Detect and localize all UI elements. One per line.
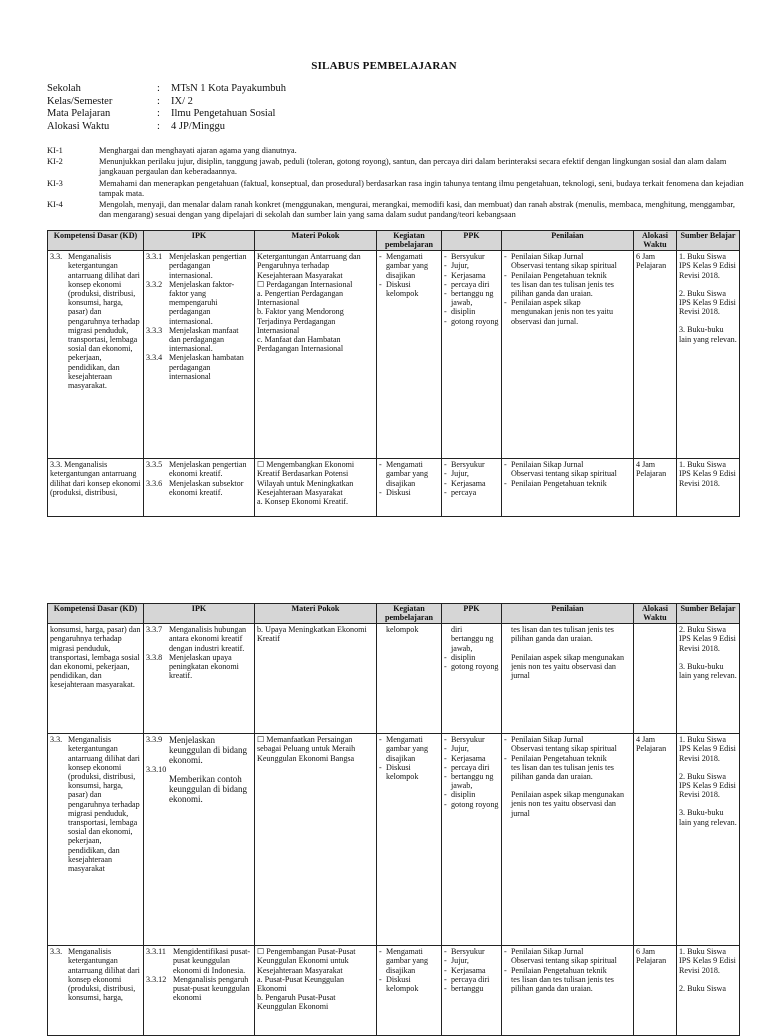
kd-cell: konsumsi, harga, pasar) dan pengaruhnya terhadap migrasi penduduk, transportasi, lembaga sosial dan ekonomi, pekerjaan, pendidikan, dan kesejahteraan masyarakat.	[48, 624, 144, 734]
info-row-school: Sekolah : MTsN 1 Kota Payakumbuh	[47, 83, 287, 94]
ki-text: Menunjukkan perilaku jujur, disiplin, tanggung jawab, peduli (toleran, gotong royong), santun, dan percaya diri dalam berinteraksi secara efektif dengan lingkungan sosial dan alam dalam jangkauan pergaulan dan keberadaannya.	[99, 157, 727, 177]
kegiatan-item: - Mengamati gambar yang disajikan	[379, 252, 439, 280]
header-sumber: Sumber Belajar	[677, 231, 740, 251]
ki-row	[47, 179, 747, 199]
core-competencies	[47, 146, 747, 221]
kd-text: Menganalisis ketergantungan antarruang dilihat dari konsep ekonomi (produksi, distribusi, konsumsi, harga, pasar) dan pengaruhnya terhadap migrasi penduduk, transportasi, lembaga sosial dan ekonomi, pekerjaan, pendidikan, dan kesejahteraan masyarakat.	[68, 252, 140, 391]
ppk-item: - Kerjasama	[444, 754, 499, 763]
penilaian-item: - Penilaian Sikap Jurnal Observasi tentang sikap spiritual	[504, 735, 631, 753]
kd-text: Menganalisis ketergantungan antarruang dilihat dari konsep ekonomi (produksi, distribusi, konsumsi, harga,	[68, 947, 140, 1003]
penilaian-item: - Penilaian Pengetahuan teknik tes lisan dan tes tulisan jenis tes pilihan ganda dan uraian.	[504, 966, 631, 994]
penilaian-cell	[502, 624, 634, 734]
materi-intro: ☐ Mengembangkan Ekonomi Kreatif Berdasarkan Potensi Wilayah untuk Meningkatkan Kesejahteraan Masyarakat	[257, 460, 355, 497]
syllabus-table-page-1	[47, 230, 740, 517]
header-alokasi: Alokasi Waktu	[634, 604, 677, 624]
penilaian-item: - Penilaian Pengetahuan teknik	[504, 479, 631, 488]
header-kd: Kompetensi Dasar (KD)	[48, 231, 144, 251]
ki-code: KI-2	[47, 157, 63, 167]
ppk-item: - gotong royong	[444, 317, 499, 326]
materi-item: b. Faktor yang Mendorong Terjadinya Perdagangan Internasional	[257, 307, 344, 335]
ipk-cell	[144, 624, 255, 734]
header-ipk: IPK	[144, 604, 255, 624]
ki-text: Mengolah, menyaji, dan menalar dalam ranah konkret (menggunakan, mengurai, merangkai, memodifi kasi, dan membuat) dan ranah abstrak (menulis, membaca, menghitung, menggambar, dan mengarang) sesuai dengan yang dipelajari di sekolah dan sumber lain yang sama dalam sudut pandang/teori kebangsaan	[99, 200, 735, 220]
sumber-item: 1. Buku Siswa IPS Kelas 9 Edisi Revisi 2018.	[679, 252, 736, 280]
kd-cell	[48, 459, 144, 517]
ki-code: KI-4	[47, 200, 63, 210]
materi-cell	[255, 459, 377, 517]
sumber-item: 1. Buku Siswa IPS Kelas 9 Edisi Revisi 2018.	[679, 735, 736, 763]
ppk-cell	[442, 946, 502, 1036]
header-sumber: Sumber Belajar	[677, 604, 740, 624]
info-value: MTsN 1 Kota Payakumbuh	[171, 83, 287, 94]
alokasi-cell: 4 Jam Pelajaran	[634, 734, 677, 946]
ppk-item: - percaya	[444, 488, 499, 497]
sumber-item: 2. Buku Siswa IPS Kelas 9 Edisi Revisi 2018.	[679, 771, 736, 800]
alokasi-cell: 6 Jam Pelajaran	[634, 251, 677, 459]
table-header-row	[48, 231, 740, 251]
materi-intro: ☐ Memanfaatkan Persaingan sebagai Peluang untuk Meraih Keunggulan Ekonomi Bangsa	[257, 735, 356, 763]
info-value: Ilmu Pengetahuan Sosial	[171, 108, 276, 119]
kd-number: 3.3.	[50, 460, 63, 470]
table-row	[48, 251, 740, 459]
ipk-item: 3.3.12 Menganalisis pengaruh pusat-pusat keunggulan ekonomi	[146, 974, 250, 1003]
ipk-item: 3.3.6 Menjelaskan subsektor ekonomi kreatif.	[146, 478, 244, 497]
ppk-item: - Jujur,	[444, 744, 499, 753]
kegiatan-item: - Diskusi kelompok	[379, 280, 439, 298]
penilaian-item: - Penilaian Sikap Jurnal Observasi tentang sikap spiritual	[504, 460, 631, 478]
ppk-item: - bertanggu ng jawab,	[444, 289, 499, 307]
materi-item: b. Pengaruh Pusat-Pusat Keunggulan Ekonomi	[257, 993, 336, 1012]
penilaian-cell	[502, 734, 634, 946]
materi-item: b. Upaya Meningkatkan Ekonomi Kreatif	[257, 625, 367, 644]
penilaian-item: tes lisan dan tes tulisan jenis tes pilihan ganda dan uraian.	[511, 625, 614, 644]
kd-number: 3.3.	[50, 947, 63, 957]
alokasi-cell: 4 Jam Pelajaran	[634, 459, 677, 517]
sumber-item: 2. Buku Siswa IPS Kelas 9 Edisi Revisi 2018.	[679, 288, 736, 317]
ipk-item: 3.3.9 Menjelaskan keunggulan di bidang ekonomi.	[146, 735, 247, 766]
ppk-item: - Kerjasama	[444, 479, 499, 488]
ppk-item: - Bersyukur	[444, 252, 499, 261]
kd-cell	[48, 734, 144, 946]
ki-code: KI-3	[47, 178, 63, 188]
ppk-item: - disiplin	[444, 307, 499, 316]
alokasi-cell: 6 Jam Pelajaran	[634, 946, 677, 1036]
header-kegiatan: Kegiatan pembelajaran	[377, 231, 442, 251]
header-ppk: PPK	[442, 231, 502, 251]
kegiatan-cell	[377, 624, 442, 734]
ppk-item: - Bersyukur	[444, 460, 499, 469]
materi-item: a. Pengertian Perdagangan Internasional	[257, 289, 344, 308]
sumber-item: 1. Buku Siswa IPS Kelas 9 Edisi Revisi 2018.	[679, 460, 736, 488]
header-ipk: IPK	[144, 231, 255, 251]
ppk-item: - percaya diri	[444, 280, 499, 289]
penilaian-item: Penilaian aspek sikap mengunakan jenis non tes yaitu observasi dan jurnal	[511, 652, 625, 680]
ipk-item: 3.3.2 Menjelaskan faktor-faktor yang mempengaruhi perdagangan internasional.	[146, 279, 235, 326]
penilaian-item: - Penilaian Pengetahuan teknik tes lisan dan tes tulisan jenis tes pilihan ganda dan uraian.	[504, 271, 631, 299]
ppk-cell	[442, 251, 502, 459]
school-info	[47, 83, 286, 133]
sumber-cell	[677, 459, 740, 517]
ppk-cell	[442, 624, 502, 734]
header-kd: Kompetensi Dasar (KD)	[48, 604, 144, 624]
table-row	[48, 624, 740, 734]
materi-intro: ☐ Pengembangan Pusat-Pusat Keunggulan Ekonomi untuk Kesejahteraan Masyarakat	[257, 947, 356, 975]
document-title: SILABUS PEMBELAJARAN	[311, 60, 457, 72]
sumber-cell	[677, 251, 740, 459]
ppk-item: - Bersyukur	[444, 947, 499, 956]
info-row-subject: Mata Pelajaran : Ilmu Pengetahuan Sosial	[47, 108, 276, 119]
penilaian-cell	[502, 946, 634, 1036]
kegiatan-item: kelompok	[386, 625, 419, 635]
ipk-item: 3.3.7 Menganalisis hubungan antara ekonomi kreatif dengan industri kreatif.	[146, 625, 247, 653]
ipk-cell	[144, 734, 255, 946]
ppk-item: - gotong royong	[444, 800, 499, 809]
materi-item: a. Konsep Ekonomi Kreatif.	[257, 497, 349, 506]
sumber-item: 3. Buku-buku lain yang relevan.	[679, 808, 737, 827]
info-label: Sekolah	[47, 83, 81, 94]
kd-number: 3.3.	[50, 735, 63, 745]
ppk-item: - disiplin	[444, 653, 499, 662]
info-label: Mata Pelajaran	[47, 108, 111, 119]
sumber-item: 1. Buku Siswa IPS Kelas 9 Edisi Revisi 2018.	[679, 947, 736, 975]
ppk-item: - bertanggu	[444, 984, 499, 993]
ppk-item: - Jujur,	[444, 956, 499, 965]
ppk-item: - bertanggu ng jawab,	[444, 772, 499, 790]
header-kegiatan: Kegiatan pembelajaran	[377, 604, 442, 624]
ppk-item: diri	[451, 625, 463, 635]
ipk-cell	[144, 251, 255, 459]
kegiatan-cell	[377, 251, 442, 459]
kd-cell	[48, 946, 144, 1036]
ppk-item: - Jujur,	[444, 469, 499, 478]
kegiatan-cell	[377, 459, 442, 517]
materi-item: a. Pusat-Pusat Keunggulan Ekonomi	[257, 974, 344, 993]
ipk-cell	[144, 946, 255, 1036]
penilaian-item: - Penilaian Pengetahuan teknik tes lisan dan tes tulisan jenis tes pilihan ganda dan uraian.	[504, 754, 631, 782]
kegiatan-cell	[377, 946, 442, 1036]
ki-text: Memahami dan menerapkan pengetahuan (faktual, konseptual, dan prosedural) berdasarkan rasa ingin tahunya tentang ilmu pengetahuan, teknologi, seni, budaya terkait fenomena dan kejadian tampak mata.	[99, 178, 744, 198]
table-header-row	[48, 604, 740, 624]
materi-intro: Ketergantungan Antarruang dan Pengaruhnya terhadap Kesejahteraan Masyarakat	[257, 252, 361, 280]
ki-row	[47, 200, 747, 220]
header-materi: Materi Pokok	[255, 604, 377, 624]
penilaian-item: - Penilaian Sikap Jurnal Observasi tentang sikap spiritual	[504, 947, 631, 965]
ipk-item: 3.3.3 Menjelaskan manfaat dan perdagangan internasional.	[146, 325, 239, 354]
sumber-cell	[677, 734, 740, 946]
table-row	[48, 734, 740, 946]
kd-number: 3.3.	[50, 252, 63, 262]
ppk-item: - Jujur,	[444, 261, 499, 270]
kd-text: Menganalisis ketergantungan antarruang dilihat dari konsep ekonomi (produksi, distribusi,	[50, 460, 141, 497]
ipk-item: 3.3.8 Menjelaskan upaya peningkatan ekonomi kreatif.	[146, 652, 239, 681]
info-label: Kelas/Semester	[47, 95, 113, 107]
info-row-time: Alokasi Waktu : 4 JP/Minggu	[47, 120, 225, 132]
ppk-item: - Kerjasama	[444, 271, 499, 280]
penilaian-cell	[502, 459, 634, 517]
sumber-item: 2. Buku Siswa	[679, 983, 726, 993]
kegiatan-item: - Diskusi	[379, 488, 439, 497]
materi-cell	[255, 734, 377, 946]
ki-code: KI-1	[47, 146, 63, 155]
sumber-item: 2. Buku Siswa IPS Kelas 9 Edisi Revisi 2018.	[679, 625, 736, 653]
ppk-item: - disiplin	[444, 790, 499, 799]
kegiatan-item: - Mengamati gambar yang disajikan	[379, 735, 439, 763]
ppk-cell	[442, 734, 502, 946]
penilaian-cell	[502, 251, 634, 459]
materi-sub: ☐ Perdagangan Internasional	[257, 279, 353, 289]
ipk-item: 3.3.10 Memberikan contoh keunggulan di bidang ekonomi.	[146, 765, 247, 805]
kd-text: Menganalisis ketergantungan antarruang dilihat dari konsep ekonomi (produksi, distribusi, konsumsi, harga, pasar) dan pengaruhnya terhadap migrasi penduduk, transportasi, lembaga sosial dan ekonomi, pekerjaan, pendidikan, dan kesejahteraan masyarakat	[68, 735, 140, 874]
sumber-item: 3. Buku-buku lain yang relevan.	[679, 325, 737, 344]
ki-text: Menghargai dan menghayati ajaran agama yang dianutnya.	[99, 146, 297, 155]
ppk-item: - percaya diri	[444, 975, 499, 984]
ppk-item: - percaya diri	[444, 763, 499, 772]
ppk-item: - Bersyukur	[444, 735, 499, 744]
header-materi: Materi Pokok	[255, 231, 377, 251]
penilaian-item: - Penilaian Sikap Jurnal Observasi tentang sikap spiritual	[504, 252, 631, 270]
ipk-cell	[144, 459, 255, 517]
alokasi-cell	[634, 624, 677, 734]
kegiatan-item: - Diskusi kelompok	[379, 975, 439, 993]
ppk-item: - Kerjasama	[444, 966, 499, 975]
kegiatan-item: - Diskusi kelompok	[379, 763, 439, 781]
header-penilaian: Penilaian	[502, 604, 634, 624]
header-penilaian: Penilaian	[502, 231, 634, 251]
ipk-item: 3.3.5 Menjelaskan pengertian ekonomi kreatif.	[146, 460, 247, 479]
table-row	[48, 459, 740, 517]
table-row	[48, 946, 740, 1036]
header-alokasi: Alokasi Waktu	[634, 231, 677, 251]
ppk-cell	[442, 459, 502, 517]
sumber-cell	[677, 946, 740, 1036]
header-ppk: PPK	[442, 604, 502, 624]
ppk-item: - gotong royong	[444, 662, 499, 671]
materi-item: c. Manfaat dan Hambatan Perdagangan Internasional	[257, 335, 344, 354]
kegiatan-item: - Mengamati gambar yang disajikan	[379, 947, 439, 975]
materi-cell	[255, 946, 377, 1036]
ki-row	[47, 157, 747, 177]
sumber-item: 3. Buku-buku lain yang relevan.	[679, 661, 737, 680]
ppk-item: bertanggu ng jawab,	[451, 634, 494, 653]
materi-cell	[255, 251, 377, 459]
ki-row	[47, 146, 747, 156]
penilaian-item: Penilaian aspek sikap mengunakan jenis non tes yaitu observasi dan jurnal	[511, 790, 625, 818]
sumber-cell	[677, 624, 740, 734]
ipk-item: 3.3.11 Mengidentifikasi pusat-pusat keunggulan ekonomi di Indonesia.	[146, 947, 251, 975]
info-label: Alokasi Waktu	[47, 120, 110, 132]
penilaian-item: - Penilaian aspek sikap mengunakan jenis non tes yaitu observasi dan jurnal.	[504, 298, 631, 326]
kegiatan-item: - Mengamati gambar yang disajikan	[379, 460, 439, 488]
info-value: 4 JP/Minggu	[171, 120, 225, 132]
kd-cell	[48, 251, 144, 459]
info-row-class: Kelas/Semester : IX/ 2	[47, 95, 193, 107]
ipk-item: 3.3.4 Menjelaskan hambatan perdagangan internasional	[146, 353, 244, 381]
ipk-item: 3.3.1 Menjelaskan pengertian perdagangan internasional.	[146, 252, 247, 280]
kegiatan-cell	[377, 734, 442, 946]
info-value: IX/ 2	[171, 95, 193, 107]
syllabus-table-page-2	[47, 603, 740, 1036]
materi-cell	[255, 624, 377, 734]
